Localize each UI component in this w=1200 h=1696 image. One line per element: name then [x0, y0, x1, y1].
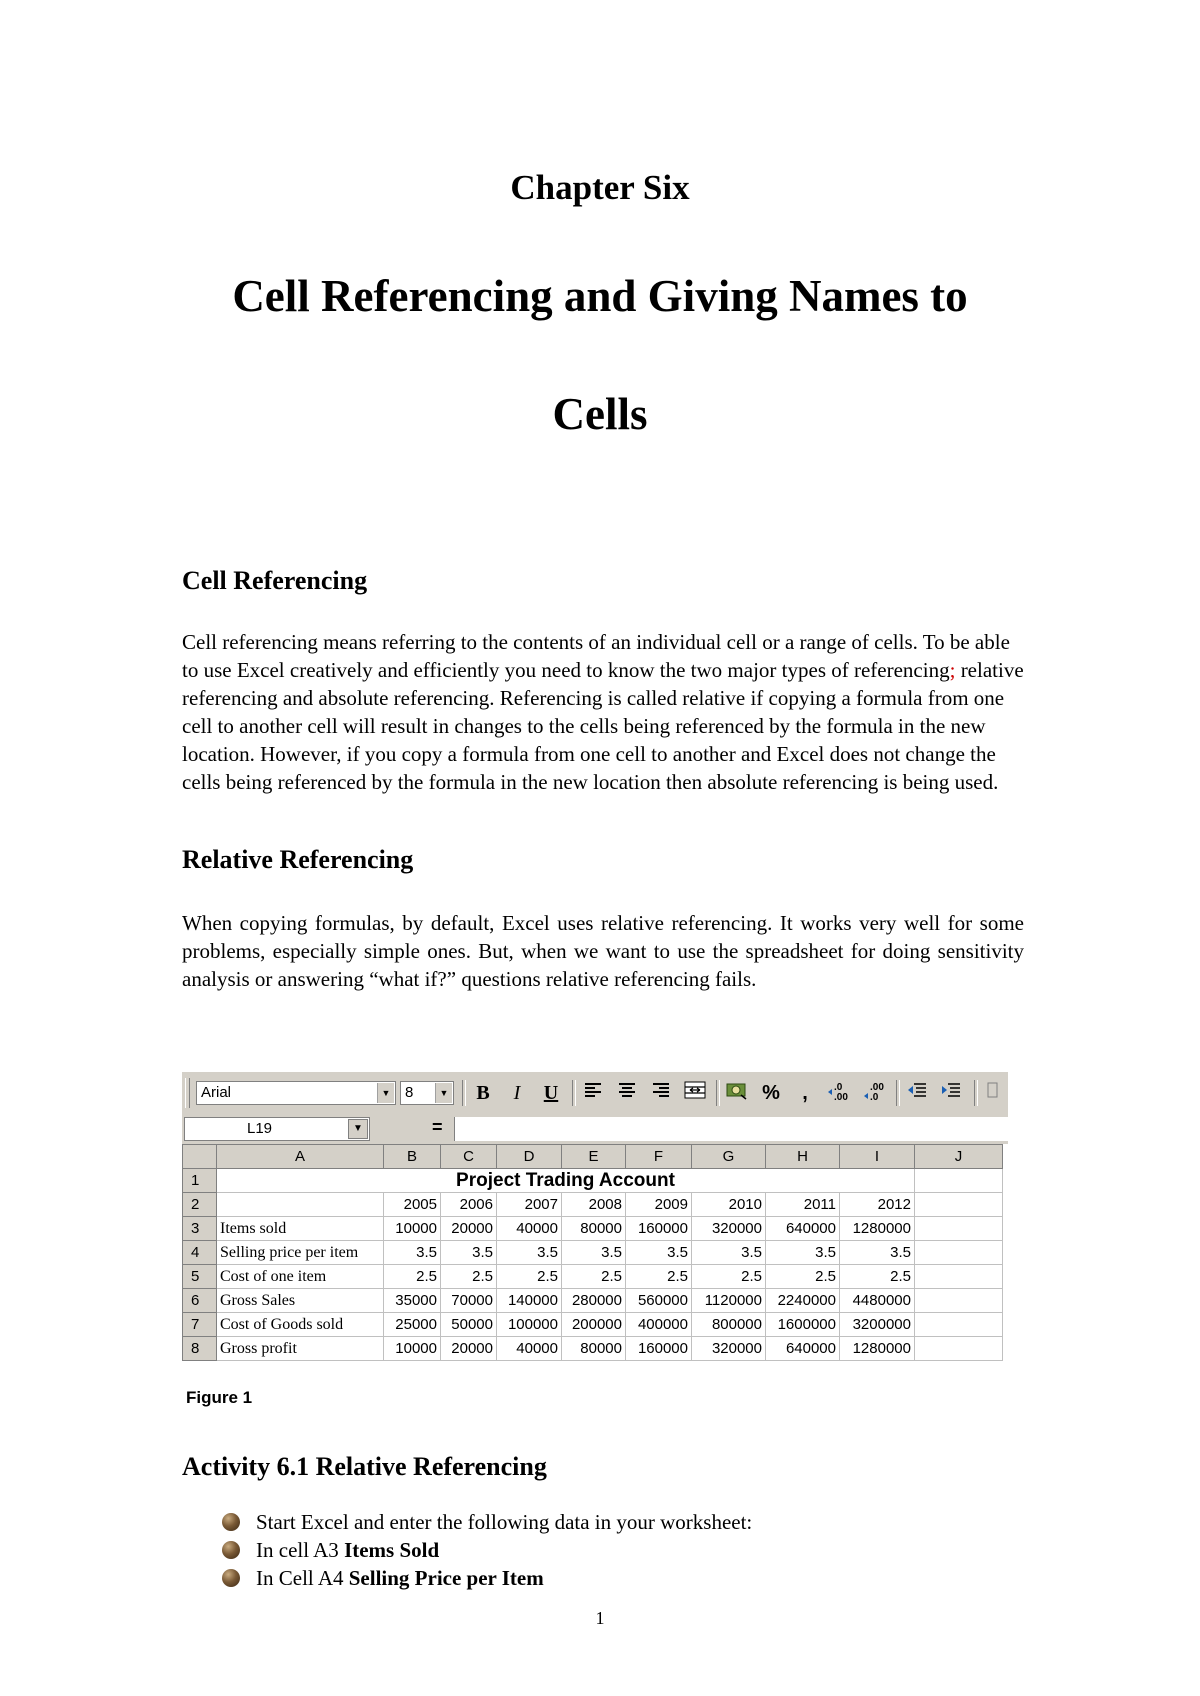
year-cell[interactable]: 2007	[497, 1193, 562, 1217]
row-header[interactable]: 7	[183, 1313, 217, 1337]
table-cell[interactable]: 2.5	[840, 1265, 915, 1289]
year-cell[interactable]: 2006	[441, 1193, 497, 1217]
table-cell[interactable]: 3.5	[840, 1241, 915, 1265]
row-header[interactable]: 1	[183, 1169, 217, 1193]
table-cell[interactable]: 320000	[692, 1217, 766, 1241]
table-cell[interactable]: 160000	[626, 1337, 692, 1361]
sheet-title-cell[interactable]: Project Trading Account	[217, 1169, 915, 1193]
table-cell[interactable]: 560000	[626, 1289, 692, 1313]
chevron-down-icon[interactable]: ▼	[435, 1083, 452, 1103]
table-cell[interactable]: 2240000	[766, 1289, 840, 1313]
formula-input[interactable]	[454, 1117, 1008, 1141]
table-cell[interactable]: 40000	[497, 1217, 562, 1241]
name-box-value: L19	[247, 1120, 273, 1137]
table-cell[interactable]: 2.5	[384, 1265, 441, 1289]
heading-relative-referencing: Relative Referencing	[182, 845, 414, 874]
increase-indent-icon	[940, 1081, 962, 1099]
heading-activity: Activity 6.1 Relative Referencing	[182, 1452, 547, 1481]
chevron-down-icon[interactable]: ▼	[377, 1083, 394, 1103]
bullet-text: Start Excel and enter the following data in your worksheet:	[256, 1510, 753, 1534]
paragraph-text: Cell referencing means referring to the contents of an individual cell or a range of cells. To be able to use Excel creatively and efficiently you need to know the two major types of referencing	[182, 630, 1010, 682]
column-header[interactable]: I	[840, 1145, 915, 1169]
comma-style-button[interactable]: ,	[802, 1082, 808, 1104]
table-cell[interactable]: 50000	[441, 1313, 497, 1337]
column-header[interactable]: A	[217, 1145, 384, 1169]
table-cell[interactable]: 400000	[626, 1313, 692, 1337]
select-all-corner[interactable]	[183, 1145, 217, 1169]
figure-caption: Figure 1	[186, 1388, 253, 1407]
toolbar-separator	[462, 1080, 466, 1106]
toolbar-separator	[896, 1080, 900, 1106]
table-cell[interactable]	[915, 1289, 1003, 1313]
row-header[interactable]: 8	[183, 1337, 217, 1361]
column-header[interactable]: G	[692, 1145, 766, 1169]
svg-text:.00: .00	[834, 1092, 848, 1102]
table-cell[interactable]	[915, 1217, 1003, 1241]
border-icon	[986, 1081, 998, 1099]
italic-button[interactable]: I	[513, 1082, 521, 1104]
row-label-cell[interactable]: Items sold	[217, 1217, 384, 1241]
align-right-button[interactable]	[646, 1080, 676, 1106]
table-cell[interactable]: 100000	[497, 1313, 562, 1337]
table-cell[interactable]	[915, 1169, 1003, 1193]
table-cell[interactable]: 640000	[766, 1217, 840, 1241]
heading-cell-referencing: Cell Referencing	[182, 566, 368, 595]
svg-text:.0: .0	[870, 1092, 879, 1102]
list-item	[222, 1564, 752, 1592]
table-cell[interactable]: 80000	[562, 1337, 626, 1361]
row-header[interactable]: 5	[183, 1265, 217, 1289]
table-cell[interactable]: 1280000	[840, 1217, 915, 1241]
table-row	[183, 1265, 1003, 1289]
decrease-decimal-button[interactable]	[858, 1080, 892, 1106]
year-cell[interactable]: 2009	[626, 1193, 692, 1217]
toolbar-separator	[716, 1080, 720, 1106]
year-cell[interactable]: 2011	[766, 1193, 840, 1217]
activity-bullet-list	[222, 1508, 752, 1592]
table-cell[interactable]: 160000	[626, 1217, 692, 1241]
spreadsheet-figure	[182, 1072, 1008, 1374]
column-header[interactable]: J	[915, 1145, 1003, 1169]
bullet-bold-text: Items Sold	[344, 1538, 440, 1562]
table-cell[interactable]	[915, 1193, 1003, 1217]
align-center-icon	[617, 1081, 637, 1099]
chapter-title-line-2: Cells	[552, 389, 648, 439]
table-cell[interactable]: 1280000	[840, 1337, 915, 1361]
worksheet-grid	[182, 1144, 1003, 1361]
toolbar-separator	[572, 1080, 576, 1106]
table-row	[183, 1169, 1003, 1193]
increase-decimal-icon	[824, 1080, 854, 1102]
currency-button[interactable]	[722, 1080, 752, 1106]
currency-icon	[725, 1080, 749, 1100]
row-header[interactable]: 2	[183, 1193, 217, 1217]
row-label-cell[interactable]: Cost of one item	[217, 1265, 384, 1289]
table-cell[interactable]: 10000	[384, 1217, 441, 1241]
table-cell[interactable]	[915, 1337, 1003, 1361]
align-left-icon	[583, 1081, 603, 1099]
row-header[interactable]: 4	[183, 1241, 217, 1265]
table-cell[interactable]: 3.5	[626, 1241, 692, 1265]
bullet-text: In cell A3	[256, 1538, 345, 1562]
bold-button[interactable]: B	[476, 1082, 490, 1104]
row-header[interactable]: 6	[183, 1289, 217, 1313]
list-item	[222, 1508, 752, 1536]
font-size-value: 8	[405, 1084, 414, 1101]
font-size-select[interactable]	[400, 1081, 454, 1105]
table-cell[interactable]: 140000	[497, 1289, 562, 1313]
paragraph-relative-referencing: When copying formulas, by default, Excel uses relative referencing. It works very well for some problems, especially simple ones. But, when we want to use the spreadsheet for doing sensitivity analysis or answering “what if?” questions relative referencing fails.	[182, 911, 1024, 991]
table-cell[interactable]: 2.5	[441, 1265, 497, 1289]
decrease-indent-button[interactable]	[902, 1080, 932, 1106]
column-header-row	[183, 1145, 1003, 1169]
toolbar-separator	[974, 1080, 978, 1106]
table-row	[183, 1337, 1003, 1361]
equals-sign: =	[432, 1117, 443, 1137]
table-cell[interactable]: 20000	[441, 1337, 497, 1361]
paragraph-text: relative referencing and absolute referencing. Referencing is called relative if copying a formula from one cell to another cell will result in changes to the cells being referenced by the formula in the new location. However, if you copy a formula from one cell to another and Excel does not change the cells being referenced by the formula in the new location then absolute referencing is being used.	[182, 658, 1024, 794]
column-header[interactable]: F	[626, 1145, 692, 1169]
column-header[interactable]: E	[562, 1145, 626, 1169]
list-item	[222, 1536, 752, 1564]
row-label-cell[interactable]: Gross profit	[217, 1337, 384, 1361]
table-cell[interactable]: 3.5	[562, 1241, 626, 1265]
table-cell[interactable]: 2.5	[766, 1265, 840, 1289]
svg-text:.0: .0	[834, 1082, 843, 1093]
year-cell[interactable]: 2010	[692, 1193, 766, 1217]
table-cell[interactable]: 2.5	[497, 1265, 562, 1289]
toolbar-overflow-button[interactable]	[982, 1080, 1002, 1106]
table-cell[interactable]: 3.5	[766, 1241, 840, 1265]
underline-button[interactable]: U	[543, 1082, 559, 1104]
table-cell[interactable]: 3200000	[840, 1313, 915, 1337]
year-cell[interactable]: 2005	[384, 1193, 441, 1217]
highlighted-semicolon: ;	[949, 658, 956, 682]
align-center-button[interactable]	[612, 1080, 642, 1106]
increase-indent-button[interactable]	[936, 1080, 966, 1106]
row-label-cell[interactable]: Gross Sales	[217, 1289, 384, 1313]
decrease-decimal-icon	[860, 1080, 890, 1102]
merge-cells-icon	[684, 1080, 706, 1100]
table-cell[interactable]: 800000	[692, 1313, 766, 1337]
column-header[interactable]: H	[766, 1145, 840, 1169]
table-cell[interactable]: 1120000	[692, 1289, 766, 1313]
font-name-value: Arial	[201, 1084, 232, 1101]
table-cell[interactable]: 200000	[562, 1313, 626, 1337]
row-header[interactable]: 3	[183, 1217, 217, 1241]
table-cell[interactable]: 2.5	[626, 1265, 692, 1289]
table-row	[183, 1217, 1003, 1241]
table-cell[interactable]: 1600000	[766, 1313, 840, 1337]
decrease-indent-icon	[906, 1081, 928, 1099]
table-cell[interactable]: 40000	[497, 1337, 562, 1361]
paragraph-cell-referencing	[182, 628, 1024, 796]
table-cell[interactable]: 20000	[441, 1217, 497, 1241]
formula-bar	[182, 1114, 1008, 1144]
table-cell[interactable]	[915, 1313, 1003, 1337]
table-cell[interactable]: 80000	[562, 1217, 626, 1241]
table-cell[interactable]: 3.5	[441, 1241, 497, 1265]
bullet-text: In Cell A4	[256, 1566, 349, 1590]
table-cell[interactable]: 70000	[441, 1289, 497, 1313]
table-cell[interactable]: 280000	[562, 1289, 626, 1313]
table-cell[interactable]: 320000	[692, 1337, 766, 1361]
table-row	[183, 1241, 1003, 1265]
chapter-title-line-1: Cell Referencing and Giving Names to	[232, 271, 968, 321]
font-name-select[interactable]	[196, 1081, 396, 1105]
table-cell[interactable]: 25000	[384, 1313, 441, 1337]
year-cell[interactable]: 2012	[840, 1193, 915, 1217]
table-row	[183, 1193, 1003, 1217]
chevron-down-icon[interactable]: ▼	[348, 1119, 368, 1139]
align-left-button[interactable]	[578, 1080, 608, 1106]
table-cell[interactable]: 10000	[384, 1337, 441, 1361]
name-box[interactable]	[184, 1117, 370, 1141]
bullet-bold-text: Selling Price per Item	[348, 1566, 544, 1590]
table-row	[183, 1313, 1003, 1337]
table-cell[interactable]: 3.5	[497, 1241, 562, 1265]
chapter-label: Chapter Six	[510, 168, 690, 207]
table-cell[interactable]: 3.5	[692, 1241, 766, 1265]
column-header[interactable]: B	[384, 1145, 441, 1169]
table-cell[interactable]	[217, 1193, 384, 1217]
toolbar-grip[interactable]	[185, 1078, 190, 1108]
row-label-cell[interactable]: Selling price per item	[217, 1241, 384, 1265]
table-cell[interactable]: 2.5	[562, 1265, 626, 1289]
formatting-toolbar	[182, 1072, 1008, 1115]
table-cell[interactable]: 640000	[766, 1337, 840, 1361]
column-header[interactable]: D	[497, 1145, 562, 1169]
merge-center-button[interactable]	[680, 1080, 710, 1106]
svg-text:.00: .00	[870, 1082, 884, 1093]
percent-button[interactable]: %	[762, 1082, 780, 1104]
table-cell[interactable]: 4480000	[840, 1289, 915, 1313]
column-header[interactable]: C	[441, 1145, 497, 1169]
page-number: 1	[595, 1608, 605, 1628]
table-row	[183, 1289, 1003, 1313]
bullet-icon	[222, 1541, 240, 1559]
row-label-cell[interactable]: Cost of Goods sold	[217, 1313, 384, 1337]
increase-decimal-button[interactable]	[822, 1080, 856, 1106]
bullet-icon	[222, 1513, 240, 1531]
year-cell[interactable]: 2008	[562, 1193, 626, 1217]
table-cell[interactable]: 3.5	[384, 1241, 441, 1265]
align-right-icon	[651, 1081, 671, 1099]
table-cell[interactable]	[915, 1241, 1003, 1265]
table-cell[interactable]: 35000	[384, 1289, 441, 1313]
table-cell[interactable]: 2.5	[692, 1265, 766, 1289]
bullet-icon	[222, 1569, 240, 1587]
table-cell[interactable]	[915, 1265, 1003, 1289]
